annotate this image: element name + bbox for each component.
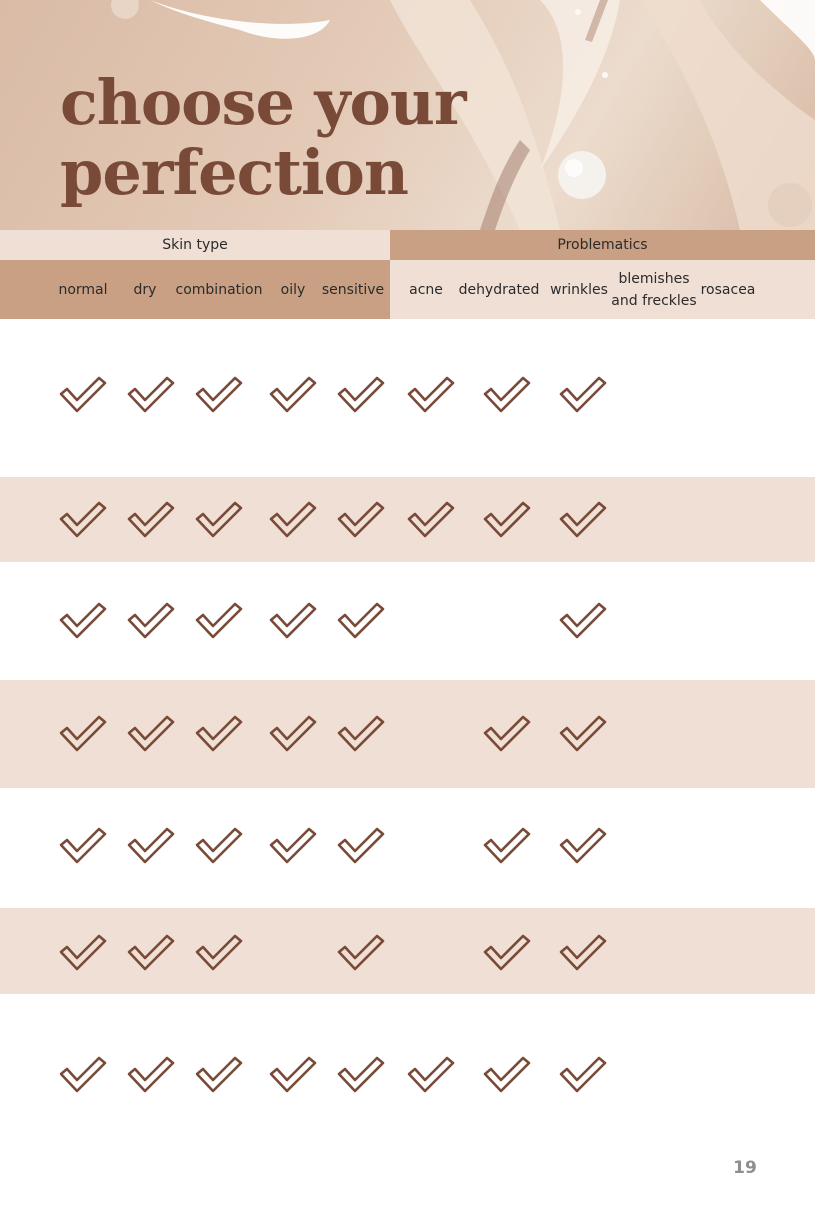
check-icon (482, 1055, 532, 1095)
check-icon (58, 601, 108, 641)
check-icon (194, 601, 244, 641)
check-icon (194, 826, 244, 866)
check-icon (336, 826, 386, 866)
check-icon (336, 714, 386, 754)
check-icon (482, 933, 532, 973)
check-icon (268, 601, 318, 641)
check-icon (58, 500, 108, 540)
column-header-rosacea: rosacea (700, 281, 756, 298)
check-icon (126, 1055, 176, 1095)
check-icon (482, 826, 532, 866)
check-icon (194, 933, 244, 973)
check-icon (558, 714, 608, 754)
check-icon (558, 826, 608, 866)
column-header-acne: acne (409, 281, 443, 298)
check-icon (194, 1055, 244, 1095)
check-icon (268, 826, 318, 866)
check-icon (558, 1055, 608, 1095)
check-icon (58, 375, 108, 415)
check-icon (558, 601, 608, 641)
title-line-1: choose your (60, 66, 466, 139)
check-icon (126, 714, 176, 754)
check-icon (268, 375, 318, 415)
group-header-skin-type: Skin type (0, 230, 390, 260)
column-header-oily: oily (280, 281, 306, 298)
column-header-dehydrated: dehydrated (458, 281, 540, 298)
check-icon (482, 714, 532, 754)
check-icon (558, 933, 608, 973)
check-icon (558, 500, 608, 540)
check-icon (336, 500, 386, 540)
check-icon (336, 601, 386, 641)
check-icon (58, 1055, 108, 1095)
title-line-2: perfection (60, 136, 408, 209)
column-header-sensitive: sensitive (321, 281, 385, 298)
check-icon (336, 375, 386, 415)
check-icon (194, 714, 244, 754)
check-icon (336, 1055, 386, 1095)
check-icon (268, 500, 318, 540)
check-icon (268, 1055, 318, 1095)
group-header-problematics: Problematics (390, 230, 815, 260)
check-icon (126, 826, 176, 866)
table-row (0, 788, 815, 908)
check-icon (58, 826, 108, 866)
column-header-normal: normal (58, 281, 108, 298)
check-icon (58, 714, 108, 754)
check-icon (126, 500, 176, 540)
check-icon (126, 933, 176, 973)
check-icon (194, 500, 244, 540)
column-header-combination: combination (175, 281, 263, 298)
check-icon (406, 375, 456, 415)
table-row (0, 562, 815, 680)
check-icon (268, 714, 318, 754)
column-header-wrinkles: wrinkles (550, 281, 608, 298)
table-row (0, 680, 815, 788)
column-header-blemishes-and-freckles: blemishes and freckles (611, 270, 697, 309)
check-icon (558, 375, 608, 415)
check-icon (406, 500, 456, 540)
check-icon (194, 375, 244, 415)
check-icon (126, 601, 176, 641)
check-icon (58, 933, 108, 973)
table-row (0, 908, 815, 994)
check-icon (126, 375, 176, 415)
column-header-dry: dry (133, 281, 157, 298)
check-icon (482, 375, 532, 415)
page-title (60, 68, 466, 208)
page-number: 19 (733, 1158, 757, 1178)
check-icon (482, 500, 532, 540)
hero-image (0, 0, 815, 230)
check-icon (406, 1055, 456, 1095)
check-icon (336, 933, 386, 973)
